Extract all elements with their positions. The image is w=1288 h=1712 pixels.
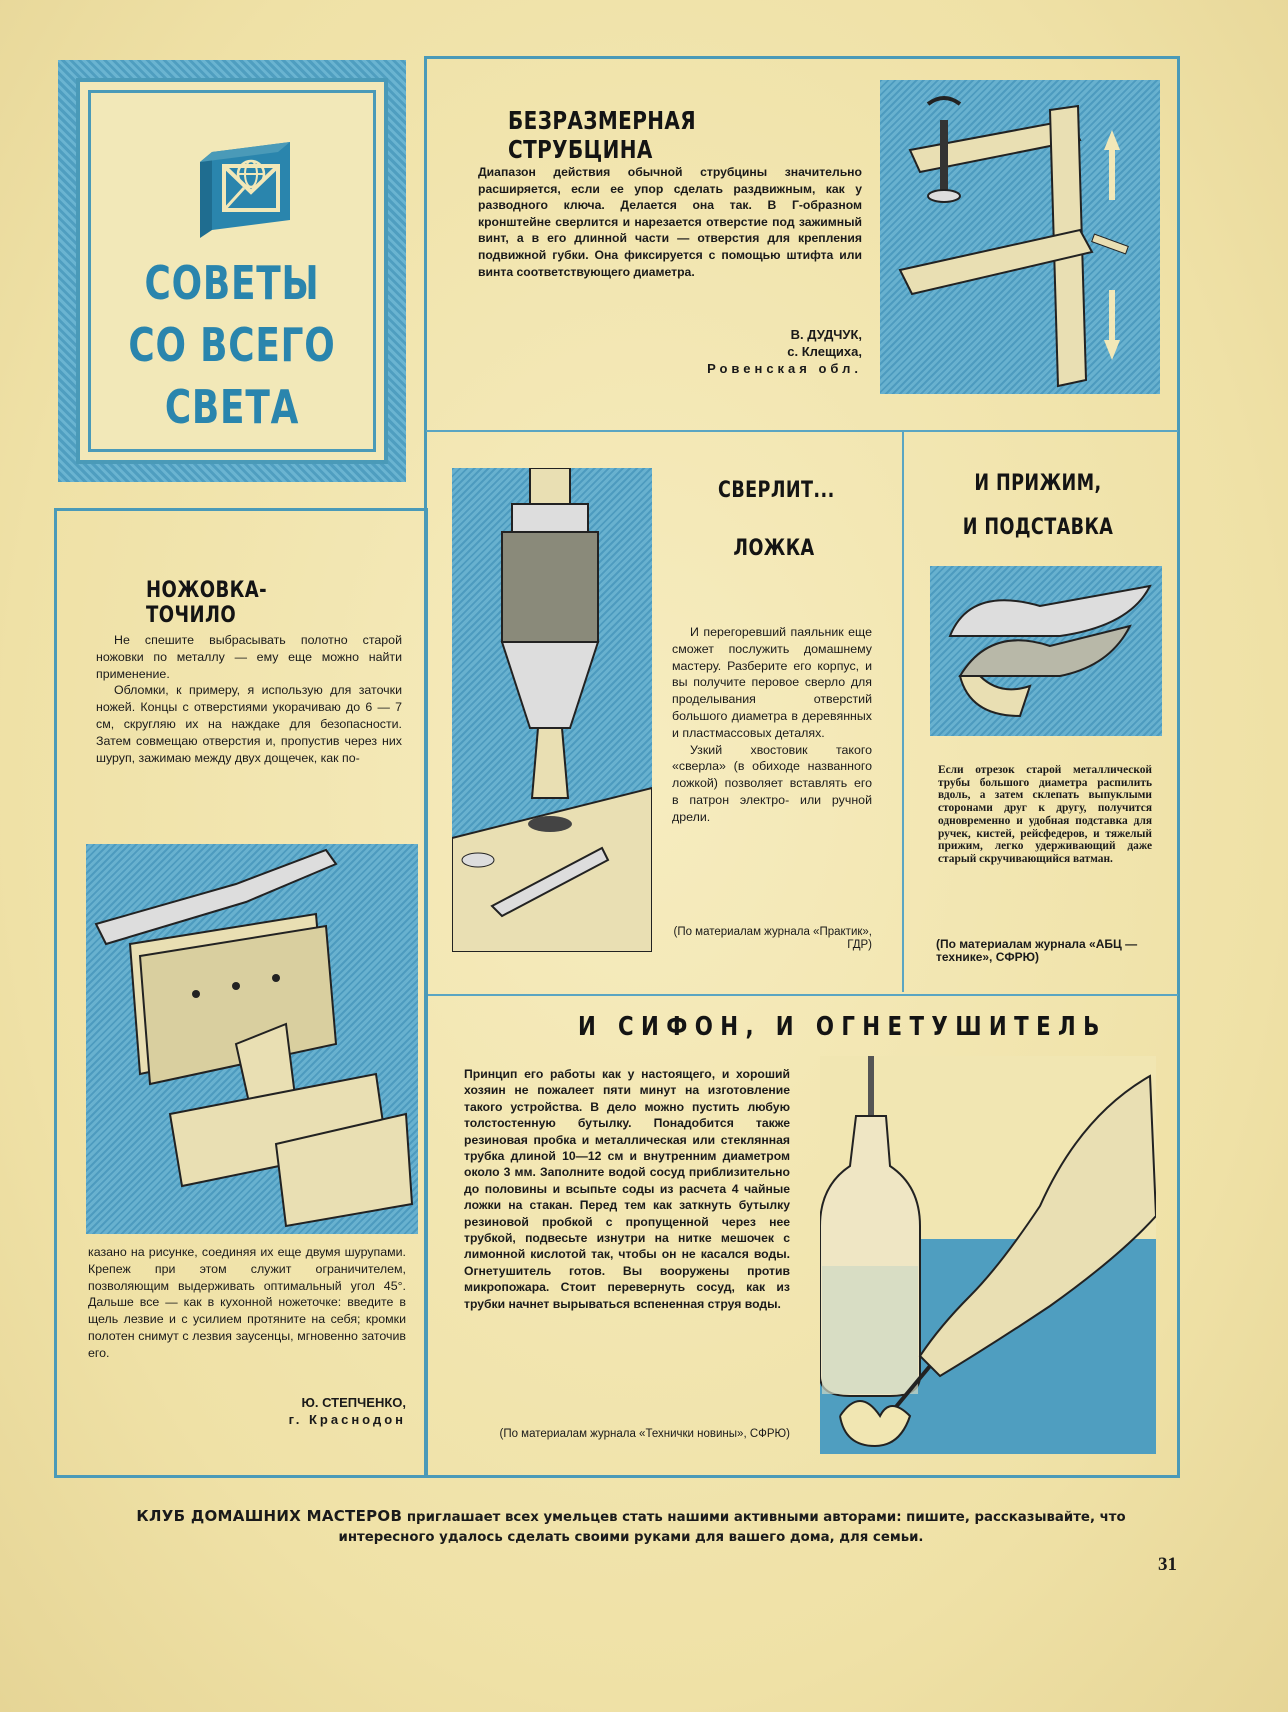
article-siphon-source: (По материалам журнала «Технички новины», СФРЮ) bbox=[499, 1428, 790, 1440]
article-saw-text bbox=[96, 632, 402, 766]
section-title-line-3: СВЕТА bbox=[164, 380, 300, 434]
author-region: Ровенская обл. bbox=[707, 361, 862, 376]
pipe-halves-drawing bbox=[930, 566, 1162, 736]
article-drill-text bbox=[672, 624, 872, 826]
spoon-drill-illustration bbox=[452, 468, 652, 952]
author-city: г. Краснодон bbox=[288, 1412, 406, 1427]
article-clamp-text: Диапазон действия обычной струбцины значительно расширяется, если ее упор сделать раздвижным, как у разводного ключа. Делается она так. В Г-образном кронштейне сверлится и нарезается отверстие под зажимный винт, а в его длинной части — отверстия для крепления подвижной губки. Она фиксируется с помощью штифта или винта соответствующего диаметра. bbox=[478, 165, 862, 279]
article-drill-source: (По материалам журнала «Практик», ГДР) bbox=[673, 926, 872, 951]
article-saw-byline bbox=[98, 1394, 406, 1428]
article-spoon-drill bbox=[428, 432, 904, 972]
article-saw-title: НОЖОВКА-ТОЧИЛО bbox=[146, 578, 268, 628]
article-clamp-byline bbox=[558, 326, 862, 377]
section-title-line-1: СОВЕТЫ bbox=[144, 256, 320, 310]
article-siphon-text: Принцип его работы как у настоящего, и хороший хозяин не пожалеет пяти минут на изготовление такого устройства. В дело можно пустить любую толстостенную бутылку. Понадобится также резиновая пробка и металлическая или стеклянная трубка длиной 10—12 см и внутренним диаметром около 3 мм. Заполните водой сосуд приблизительно до половины и всыпьте соды из расчета 4 чайные ложки на стакан. Перед тем как заткнуть бутылку резиновой пробкой с пропущенной через нее трубкой, подвесьте изнутри на нитке мешочек с лимонной кислотой так, чтобы он не касался воды. Огнетушитель готов. Вы вооружены против микропожара. Стоит перевернуть сосуд, как из трубки начнет вырываться вспененная струя воды. bbox=[464, 1067, 790, 1311]
section-header-inner bbox=[76, 78, 388, 464]
page-number: 31 bbox=[1158, 1554, 1177, 1575]
article-drill-paragraph-2: Узкий хвостовик такого «сверла» (в обиходе названного ложкой) позволяет вставлять его в патрон электро- или ручной дрели. bbox=[672, 742, 872, 824]
author-name: Ю. СТЕПЧЕНКО, bbox=[301, 1395, 406, 1410]
article-saw-paragraph-3: казано на рисунке, соединяя их еще двумя шурупами. Крепеж при этом служит ограничителем, позволяющим выдерживать оптимальный угол 45°. Дальше все — как в кухонной ножеточке: введите в щель лезвие и с усилием протяните на себя; кромки полотен снимут с лезвия заусенцы, мгновенно заточив его. bbox=[88, 1245, 406, 1360]
club-invitation bbox=[88, 1506, 1174, 1548]
section-title bbox=[113, 252, 350, 438]
article-press-title-line-2: И ПОДСТАВКА bbox=[962, 515, 1114, 540]
club-name: КЛУБ ДОМАШНИХ МАСТЕРОВ bbox=[136, 1507, 403, 1525]
article-press-source: (По материалам журнала «АБЦ — технике», СФРЮ) bbox=[936, 937, 1138, 964]
clamp-drawing bbox=[880, 80, 1160, 394]
section-title-line-2: СО ВСЕГО bbox=[128, 318, 336, 372]
article-press-title bbox=[946, 462, 1130, 550]
article-saw-paragraph-2: Обломки, к примеру, я использую для заточки ножей. Концы с отверстиями укорачиваю до 6 — 7 см, скругляю их на наждаке для безопасности. Затем совмещаю отверстия и, пропустив через них шуруп, зажимаю между двух дощечек, как по- bbox=[96, 683, 402, 765]
clamp-illustration bbox=[880, 80, 1160, 394]
section-header bbox=[58, 60, 406, 482]
article-siphon bbox=[428, 996, 1176, 1474]
drill-chuck-drawing bbox=[452, 468, 652, 952]
article-saw-sharpener bbox=[58, 514, 424, 1474]
article-press-stand bbox=[906, 432, 1176, 972]
club-invitation-text: приглашает всех умельцев стать нашими активными авторами: пишите, рассказывайте, что интересного удалось сделать своими руками для вашего дома, для семьи. bbox=[338, 1510, 1126, 1545]
article-clamp bbox=[428, 60, 1176, 430]
saw-drawing bbox=[86, 844, 418, 1234]
siphon-illustration bbox=[820, 1056, 1156, 1454]
article-drill-title-line-2: ЛОЖКА bbox=[733, 536, 815, 561]
article-clamp-title: БЕЗРАЗМЕРНАЯ СТРУБЦИНА bbox=[508, 106, 697, 164]
article-siphon-title: И СИФОН, И ОГНЕТУШИТЕЛЬ bbox=[578, 1012, 1107, 1042]
author-name: В. ДУДЧУК, bbox=[790, 327, 862, 342]
article-drill-title bbox=[718, 462, 835, 578]
author-city: с. Клещиха, bbox=[787, 344, 862, 359]
press-stand-illustration bbox=[930, 566, 1162, 736]
article-press-text: Если отрезок старой металлической трубы большого диаметра распилить вдоль, а затем склепать выпуклыми сторонами друг к другу, получится одновременно и удобная подставка для ручек, кистей, рейсфедеров, и тяжелый прижим, легко удерживающий даже старый скручивающийся ватман. bbox=[938, 764, 1152, 865]
article-drill-title-line-1: СВЕРЛИТ... bbox=[718, 478, 835, 503]
saw-sharpener-illustration bbox=[86, 844, 418, 1234]
globe-envelope-cube-icon bbox=[194, 132, 304, 242]
bottle-hand-drawing bbox=[820, 1056, 1156, 1454]
article-drill-paragraph-1: И перегоревший паяльник еще сможет послужить домашнему мастеру. Разберите его корпус, и вы получите перовое сверло для проделывания отверстий большого диаметра в деревянных и пластмассовых деталях. bbox=[672, 625, 872, 740]
article-saw-paragraph-1: Не спешите выбрасывать полотно старой ножовки по металлу — ему еще можно найти применение. bbox=[96, 633, 402, 681]
article-press-title-line-1: И ПРИЖИМ, bbox=[974, 471, 1102, 496]
